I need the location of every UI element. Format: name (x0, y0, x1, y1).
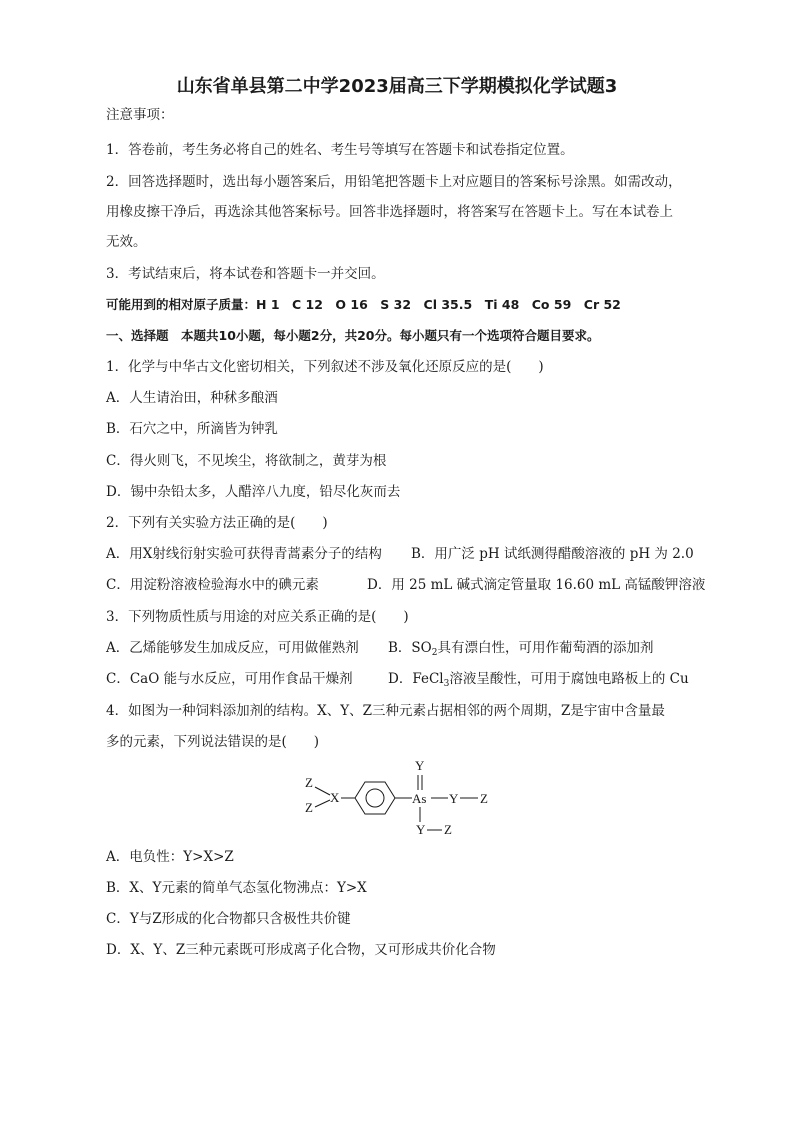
q3-stem: 3．下列物质性质与用途的对应关系正确的是( ) (106, 609, 409, 625)
notice-heading: 注意事项： (106, 107, 174, 123)
q1-stem: 1．化学与中华古文化密切相关，下列叙述不涉及氧化还原反应的是( ) (106, 359, 544, 375)
atomic-masses: 可能用到的相对原子质量：H 1 C 12 O 16 S 32 Cl 35.5 Ti 48 Co 59 Cr 52 (106, 297, 621, 312)
structure-y-top: Y (415, 758, 425, 773)
structure-z-top: Z (305, 775, 313, 790)
structure-as: As (412, 791, 427, 806)
q1-option-c: C．得火则飞，不见埃尘，将欲制之，黄芽为根 (106, 453, 387, 469)
structure-z-bottom: Z (305, 800, 313, 815)
structure-z-right: Z (480, 791, 488, 806)
q4-option-b: B．X、Y元素的简单气态氢化物沸点：Y>X (106, 880, 367, 896)
q2-stem: 2．下列有关实验方法正确的是( ) (106, 515, 328, 531)
section-heading: 一、选择题 本题共10小题，每小题2分，共20分。每小题只有一个选项符合题目要求。 (106, 328, 600, 343)
page-title: 山东省单县第二中学2023届高三下学期模拟化学试题3 (176, 76, 618, 97)
q3-option-c: C．CaO 能与水反应，可用作食品干燥剂 (106, 671, 353, 687)
q4-stem-line-1: 4．如图为一种饲料添加剂的结构。X、Y、Z三种元素占据相邻的两个周期，Z是宇宙中含量最 (106, 703, 665, 719)
q4-option-d: D．X、Y、Z三种元素既可形成离子化合物，又可形成共价化合物 (106, 942, 496, 958)
q1-option-a: A．人生请治田，种秫多酿酒 (106, 390, 278, 406)
q2-option-a: A．用X射线衍射实验可获得青蒿素分子的结构 (106, 546, 382, 562)
q3-option-a: A．乙烯能够发生加成反应，可用做催熟剂 (106, 640, 359, 656)
structure-y-right: Y (449, 791, 459, 806)
structure-y-bottom: Y (416, 822, 426, 837)
q2-option-b: B．用广泛 pH 试纸测得醋酸溶液的 pH 为 2.0 (411, 546, 694, 562)
q2-option-c: C．用淀粉溶液检验海水中的碘元素 (106, 577, 319, 593)
q4-option-a: A．电负性：Y>X>Z (106, 849, 234, 865)
q4-stem-line-2: 多的元素，下列说法错误的是( ) (106, 734, 320, 750)
q1-option-d: D．锡中杂铅太多，人醋淬八九度，铅尽化灰而去 (106, 484, 401, 500)
q4-option-c: C．Y与Z形成的化合物都只含极性共价键 (106, 911, 351, 927)
notice-item-2-cont: 用橡皮擦干净后，再选涂其他答案标号。回答非选择题时，将答案写在答题卡上。写在本试卷上 (106, 204, 673, 220)
structure-x: X (330, 790, 340, 805)
notice-item-1: 1．答卷前，考生务必将自己的姓名、考生号等填写在答题卡和试卷指定位置。 (106, 142, 574, 158)
notice-item-2: 2．回答选择题时，选出每小题答案后，用铅笔把答题卡上对应题目的答案标号涂黑。如需改动， (106, 174, 682, 190)
notice-item-3: 3．考试结束后，将本试卷和答题卡一并交回。 (106, 266, 385, 282)
notice-item-2-end: 无效。 (106, 234, 147, 250)
q2-option-d: D．用 25 mL 碱式滴定管量取 16.60 mL 高锰酸钾溶液 (367, 577, 706, 593)
q3-option-b: B．$SO_2$具有漂白性，可用作葡萄酒的添加剂 (388, 640, 654, 658)
structure-z-bottom-right: Z (444, 822, 452, 837)
q1-option-b: B．石穴之中，所滴皆为钟乳 (106, 421, 278, 437)
q3-option-d: D．FeCl$_3$溶液呈酸性，可用于腐蚀电路板上的 Cu (388, 671, 689, 689)
molecular-structure-diagram (300, 758, 500, 838)
